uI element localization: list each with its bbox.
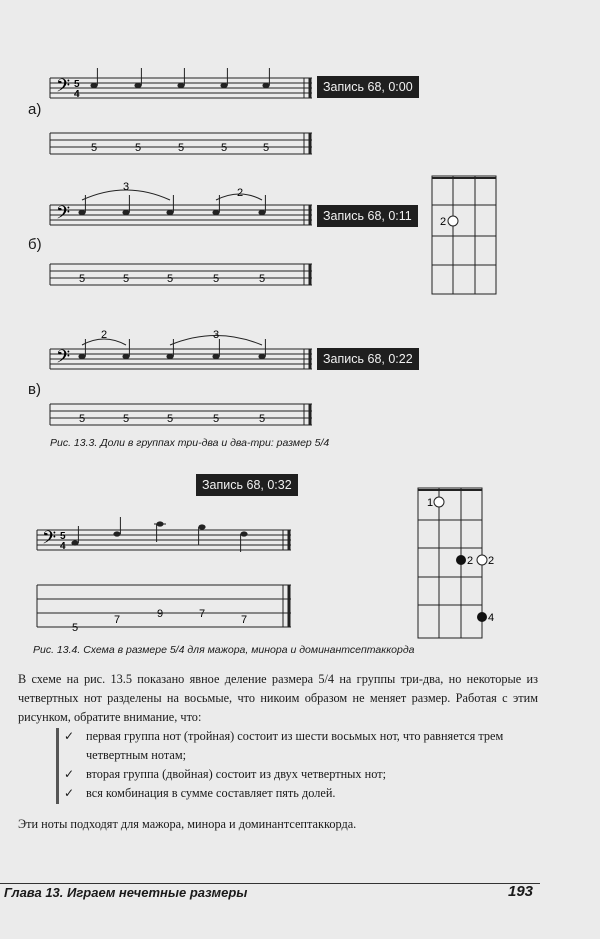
figure-caption-13-4: Рис. 13.4. Схема в размере 5/4 для мажора, минора и доминантсептаккорда — [33, 644, 415, 656]
checklist-bar — [56, 728, 59, 804]
checkmark-icon: ✓ — [64, 786, 75, 800]
time-sig-bottom-13-4: 4 — [60, 541, 66, 552]
finger-label: 2 — [440, 216, 447, 228]
tab-number: 5 — [166, 413, 174, 425]
page-number: 193 — [508, 883, 534, 900]
checklist-item-text: вся комбинация в сумме составляет пять долей. — [86, 786, 336, 800]
checklist-item — [64, 784, 540, 803]
bass-clef-row-a: 𝄢 — [56, 75, 71, 100]
fretboard-diagram-13-3 — [432, 176, 496, 294]
staff-row-c — [50, 349, 312, 369]
staff-13-4 — [37, 530, 291, 550]
tab-number: 5 — [71, 622, 79, 634]
tab-number: 5 — [122, 413, 130, 425]
tab-row-b — [50, 264, 312, 285]
checkmark-icon: ✓ — [64, 729, 75, 743]
finger-dot — [448, 216, 458, 226]
checklist-item-text: вторая группа (двойная) состоит из двух четвертных нот; — [86, 767, 387, 781]
note — [240, 531, 247, 552]
time-sig-bottom-row-a: 4 — [74, 89, 80, 100]
group-label: 3 — [212, 329, 220, 341]
body-paragraph-1: В схеме на рис. 13.5 показано явное деление размера 5/4 на группы три-два, но некоторые из четвертных нот разделены на восьмые, что никоим образом не меняет размер. Работая с этим рисунком, обратите внимание, что: — [18, 672, 538, 724]
recording-tag-row-a: Запись 68, 0:00 — [317, 76, 419, 98]
tab-number: 5 — [78, 273, 86, 285]
finger-label: 2 — [488, 555, 495, 567]
tab-number: 5 — [177, 142, 185, 154]
finger-label: 4 — [488, 612, 495, 624]
tab-number: 7 — [198, 608, 206, 620]
tab-number: 5 — [166, 273, 174, 285]
tab-13-4 — [37, 585, 291, 627]
finger-dot — [456, 555, 466, 565]
tab-number: 5 — [90, 142, 98, 154]
finger-dot — [477, 555, 487, 565]
tab-numbers-row-a — [91, 142, 269, 154]
note — [71, 526, 78, 546]
time-sig-top-13-4: 5 — [60, 531, 66, 542]
finger-dot — [477, 612, 487, 622]
chapter-title: Глава 13. Играем нечетные размеры — [4, 885, 248, 900]
checklist-item — [64, 727, 540, 765]
bass-clef-row-b: 𝄢 — [56, 202, 71, 227]
checkmark-icon: ✓ — [64, 767, 75, 781]
row-label-b: б) — [28, 236, 42, 253]
tab-number: 5 — [212, 273, 220, 285]
figure-13-4-notation — [0, 480, 600, 640]
tab-number: 5 — [262, 142, 270, 154]
tab-number: 5 — [220, 142, 228, 154]
row-label-c: в) — [28, 381, 41, 398]
recording-tag-row-c: Запись 68, 0:22 — [317, 348, 419, 370]
finger-label: 1 — [427, 497, 434, 509]
body-paragraph-2: Эти ноты подходят для мажора, минора и доминантсептаккорда. — [18, 817, 357, 831]
group-label: 2 — [100, 329, 108, 341]
tab-row-c — [50, 404, 312, 425]
tab-number: 5 — [78, 413, 86, 425]
time-sig-top-row-a: 5 — [74, 79, 80, 90]
tab-number: 5 — [134, 142, 142, 154]
group-label: 2 — [236, 187, 244, 199]
checklist-item-text: первая группа нот (тройная) состоит из шести восьмых нот, что равняется трем четвертным нотам; — [86, 729, 504, 762]
figure-caption-13-3: Рис. 13.3. Доли в группах три-два и два-три: размер 5/4 — [50, 437, 330, 449]
group-label: 3 — [122, 181, 130, 193]
tab-numbers-row-c — [79, 413, 265, 425]
staff-row-b — [50, 205, 312, 225]
row-label-a: а) — [28, 101, 42, 118]
finger-label: 2 — [467, 555, 474, 567]
tab-number: 5 — [122, 273, 130, 285]
tab-number: 9 — [156, 608, 164, 620]
checklist-item — [64, 765, 540, 784]
tab-number: 7 — [240, 614, 248, 626]
tab-number: 5 — [212, 413, 220, 425]
note — [154, 521, 166, 542]
note — [113, 517, 120, 537]
figure-13-3-notation — [0, 0, 600, 450]
footer-rule — [0, 883, 540, 884]
tab-numbers-row-b — [79, 273, 265, 285]
tab-number: 5 — [258, 273, 266, 285]
recording-tag-13-4: Запись 68, 0:32 — [196, 474, 298, 496]
bass-clef-row-c: 𝄢 — [56, 346, 71, 371]
tab-number: 7 — [113, 614, 121, 626]
bass-clef-13-4: 𝄢 — [42, 527, 57, 552]
tab-numbers-13-4 — [72, 608, 247, 634]
recording-tag-row-b: Запись 68, 0:11 — [317, 205, 418, 227]
finger-dot — [434, 497, 444, 507]
tab-number: 5 — [258, 413, 266, 425]
